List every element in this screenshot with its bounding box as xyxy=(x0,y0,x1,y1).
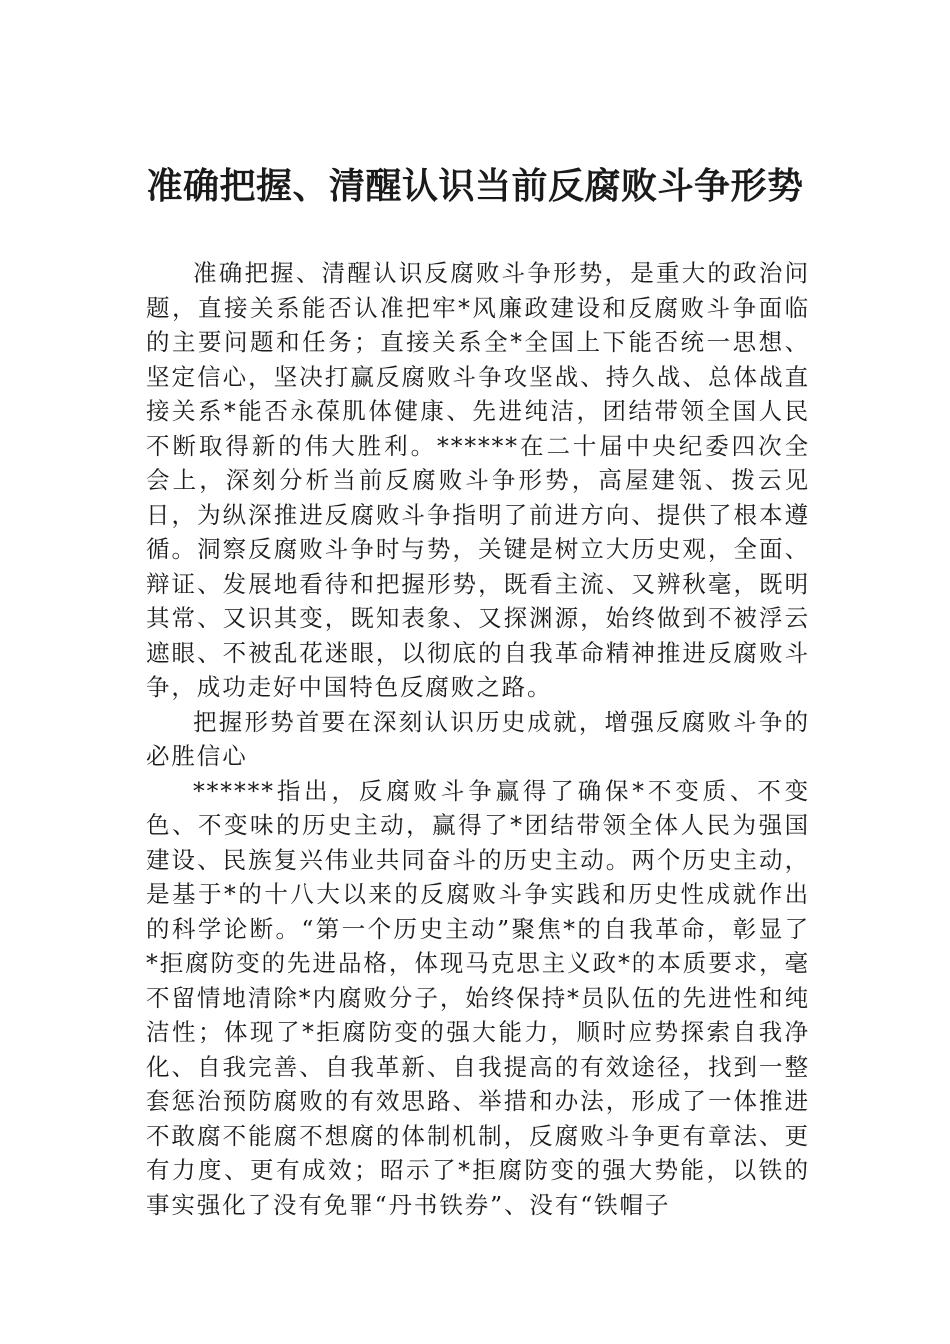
document-title: 准确把握、清醒认识当前反腐败斗争形势 xyxy=(146,165,804,207)
document-body xyxy=(146,256,810,1222)
paragraph-history: ******指出，反腐败斗争赢得了确保*不变质、不变色、不变味的历史主动，赢得了*团结带领全体人民为强国建设、民族复兴伟业共同奋斗的历史主动。两个历史主动，是基于*的十八大以来的反腐败斗争实践和历史性成就作出的科学论断。“第一个历史主动”聚焦*的自我革命，彰显了*拒腐防变的先进品格，体现马克思主义政*的本质要求，毫不留情地清除*内腐败分子，始终保持*员队伍的先进性和纯洁性；体现了*拒腐防变的强大能力，顺时应势探索自我净化、自我完善、自我革新、自我提高的有效途径，找到一整套惩治预防腐败的有效思路、举措和办法，形成了一体推进不敢腐不能腐不想腐的体制机制，反腐败斗争更有章法、更有力度、更有成效；昭示了*拒腐防变的强大势能，以铁的事实强化了没有免罪“丹书铁券”、没有“铁帽子 xyxy=(146,776,810,1219)
section-heading: 把握形势首要在深刻认识历史成就，增强反腐败斗争的必胜信心 xyxy=(146,707,810,770)
paragraph-intro: 准确把握、清醒认识反腐败斗争形势，是重大的政治问题，直接关系能否认准把牢*风廉政建设和反腐败斗争面临的主要问题和任务；直接关系全*全国上下能否统一思想、坚定信心，坚决打赢反腐败斗争攻坚战、持久战、总体战直接关系*能否永葆肌体健康、先进纯洁，团结带领全国人民不断取得新的伟大胜利。******在二十届中央纪委四次全会上，深刻分析当前反腐败斗争形势，高屋建瓴、拨云见日，为纵深推进反腐败斗争指明了前进方向、提供了根本遵循。洞察反腐败斗争时与势，关键是树立大历史观，全面、辩证、发展地看待和把握形势，既看主流、又辨秋毫，既明其常、又识其变，既知表象、又探渊源，始终做到不被浮云遮眼、不被乱花迷眼，以彻底的自我革命精神推进反腐败斗争，成功走好中国特色反腐败之路。 xyxy=(146,259,810,701)
